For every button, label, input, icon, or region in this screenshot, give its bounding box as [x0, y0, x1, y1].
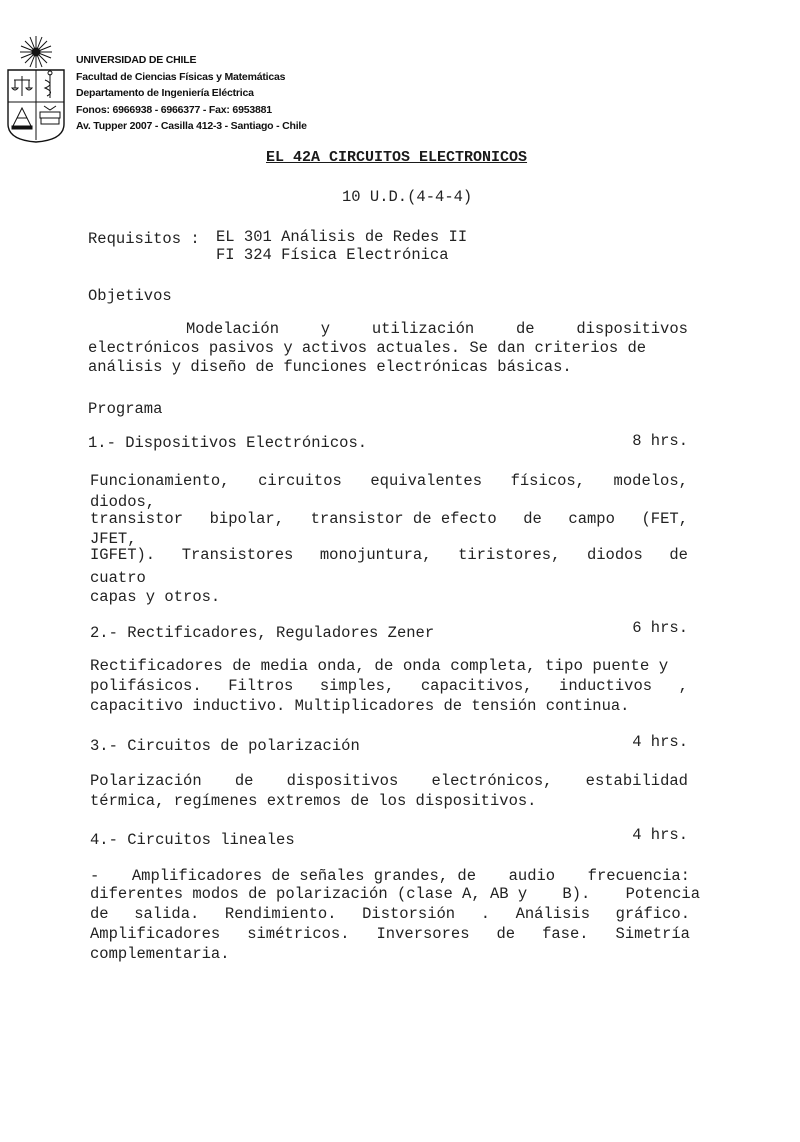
word: de: [496, 925, 516, 943]
word: físicos,: [510, 472, 585, 490]
word: Amplificadores: [90, 925, 221, 943]
section-line: [90, 925, 690, 943]
word: circuitos: [258, 472, 342, 490]
word: capacitivos,: [420, 677, 533, 695]
word: (FET,: [641, 510, 688, 528]
word: diferentes modos de polarización (clase A, AB y: [90, 885, 528, 903]
word: Rendimiento.: [224, 905, 337, 923]
objectives-heading: Objetivos: [88, 287, 172, 305]
word: Modelación: [186, 320, 280, 338]
word: audio: [508, 867, 556, 885]
word: diodos: [586, 546, 643, 564]
word: bipolar,: [209, 510, 285, 528]
department-name: Departamento de Ingeniería Eléctrica: [76, 87, 254, 99]
line-text: Rectificadores de media onda, de onda completa, tipo puente y: [90, 657, 669, 675]
course-title: EL 42A CIRCUITOS ELECTRONICOS: [266, 149, 528, 166]
word: Potencia: [625, 885, 700, 903]
requirements-label: Requisitos :: [88, 230, 200, 248]
word: gráfico.: [615, 905, 690, 923]
section-line: complementaria.: [90, 945, 230, 963]
section-title: 3.- Circuitos de polarización: [90, 737, 360, 755]
section-title: 2.- Rectificadores, Reguladores Zener: [90, 624, 435, 642]
university-name: UNIVERSIDAD DE CHILE: [76, 54, 197, 66]
word: electrónicos,: [431, 772, 553, 790]
word: dispositivos: [286, 772, 399, 790]
word: y: [320, 320, 331, 338]
faculty-name: Facultad de Ciencias Físicas y Matemáticas: [76, 70, 286, 83]
requirement-item: EL 301 Análisis de Redes II: [216, 228, 468, 246]
word: Simetría: [615, 925, 690, 943]
word: Inversores: [376, 925, 470, 943]
section-line: diodos,: [90, 493, 156, 511]
section-line: capas y otros.: [90, 588, 221, 606]
word: campo: [568, 510, 615, 528]
word: Transistores: [181, 546, 294, 564]
section-line: [90, 677, 688, 695]
word: Análisis: [515, 905, 590, 923]
word: transistor de efecto: [310, 510, 497, 528]
section-line: [90, 772, 688, 790]
word: equivalentes: [370, 472, 482, 490]
section-line: [90, 867, 690, 885]
objectives-line: electrónicos pasivos y activos actuales. Se dan criterios de: [88, 339, 647, 357]
word: frecuencia:: [587, 867, 690, 885]
section-line: [90, 885, 700, 903]
word: fase.: [542, 925, 589, 943]
section-line: [90, 657, 702, 675]
section-line: [90, 905, 690, 923]
word: -: [90, 867, 100, 885]
word: Distorsión: [362, 905, 456, 923]
course-units: 10 U.D.(4-4-4): [342, 188, 473, 206]
word: polifásicos.: [90, 677, 202, 695]
word: estabilidad: [585, 772, 688, 790]
section-line: [90, 472, 688, 490]
word: de: [523, 510, 542, 528]
word: Funcionamiento,: [90, 472, 230, 490]
word: simples,: [319, 677, 395, 695]
section-hours: 6 hrs.: [632, 619, 688, 637]
section-line: [90, 546, 688, 564]
word: IGFET).: [90, 546, 156, 564]
section-line: [90, 510, 688, 528]
word: B).: [562, 885, 591, 903]
section-hours: 8 hrs.: [632, 432, 688, 450]
word: Amplificadores de señales grandes, de: [131, 867, 477, 885]
word: tiristores,: [458, 546, 561, 564]
contact-phones: Fonos: 6966938 - 6966377 - Fax: 6953881: [76, 103, 272, 116]
word: de: [234, 772, 254, 790]
section-title: 4.- Circuitos lineales: [90, 831, 295, 849]
word: simétricos.: [247, 925, 350, 943]
requirement-item: FI 324 Física Electrónica: [216, 246, 449, 264]
objectives-line: análisis y diseño de funciones electrónicas básicas.: [88, 358, 572, 376]
university-seal-logo: [2, 32, 70, 144]
word: inductivos: [559, 677, 653, 695]
section-title: 1.- Dispositivos Electrónicos.: [88, 434, 368, 452]
word: de: [669, 546, 688, 564]
section-hours: 4 hrs.: [632, 733, 688, 751]
program-heading: Programa: [88, 400, 163, 418]
institution-header: [76, 52, 307, 135]
section-line: JFET,: [90, 530, 137, 548]
section-line: capacitivo inductivo. Multiplicadores de tensión continua.: [90, 697, 630, 715]
postal-address: Av. Tupper 2007 - Casilla 412-3 - Santiago - Chile: [76, 120, 307, 132]
word: salida.: [134, 905, 200, 923]
word: dispositivos: [576, 320, 688, 338]
word: utilización: [371, 320, 475, 338]
word: transistor: [90, 510, 184, 528]
section-line: cuatro: [90, 569, 146, 587]
section-line: térmica, regímenes extremos de los dispositivos.: [90, 792, 537, 810]
word: de: [515, 320, 535, 338]
word: Filtros: [228, 677, 294, 695]
section-hours: 4 hrs.: [632, 826, 688, 844]
objectives-line: [186, 320, 688, 338]
word: .: [480, 905, 490, 923]
word: ,: [678, 677, 688, 695]
word: modelos,: [613, 472, 688, 490]
word: Polarización: [90, 772, 202, 790]
word: de: [90, 905, 109, 923]
word: monojuntura,: [319, 546, 432, 564]
